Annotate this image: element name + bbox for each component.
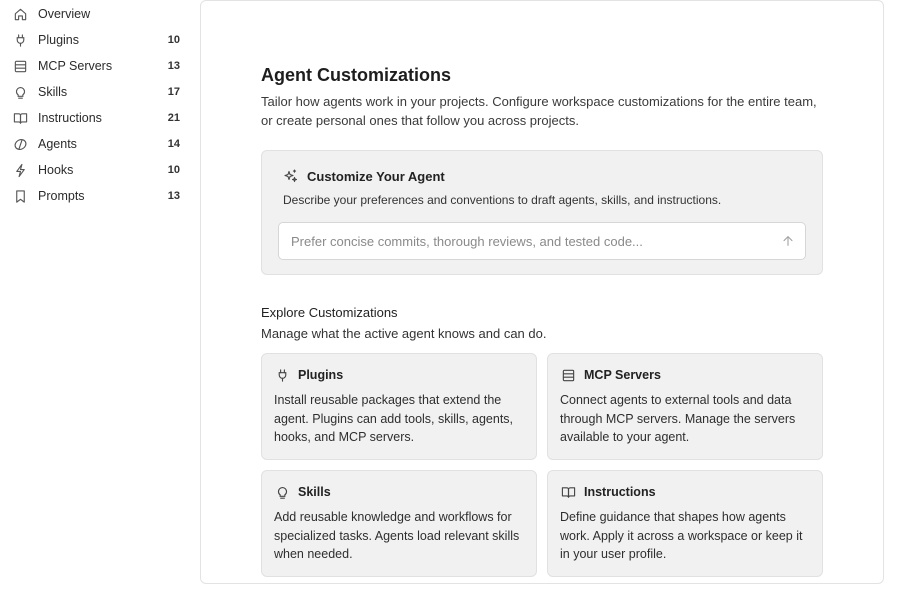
plug-icon (12, 32, 28, 48)
sidebar-item-label: Prompts (38, 189, 85, 203)
agent-icon (12, 136, 28, 152)
customize-agent-title: Customize Your Agent (307, 168, 445, 184)
sidebar-item-label: Hooks (38, 163, 74, 177)
sidebar-item-hooks[interactable] (0, 157, 192, 183)
card-description: Define guidance that shapes how agents work. Apply it across a workspace or keep it in your user profile. (560, 510, 803, 561)
sidebar-item-count: 17 (167, 86, 180, 98)
explore-title: Explore Customizations (261, 305, 398, 320)
card-description: Add reusable knowledge and workflows for specialized tasks. Agents load relevant skills when needed. (274, 510, 520, 561)
sidebar-item-label: Skills (38, 85, 68, 99)
sidebar-item-label: Overview (38, 7, 91, 21)
sidebar-item-agents[interactable] (0, 131, 192, 157)
sidebar-item-label: Agents (38, 137, 77, 151)
sidebar-item-count: 21 (167, 112, 180, 124)
bookmark-icon (12, 188, 28, 204)
prompt-box (278, 222, 806, 260)
plug-icon (274, 367, 290, 383)
arrow-up-icon (781, 234, 795, 248)
lightbulb-icon (12, 84, 28, 100)
sidebar-item-skills[interactable] (0, 79, 192, 105)
sidebar-item-label: MCP Servers (38, 59, 113, 73)
card-header (274, 484, 524, 500)
card-mcp-servers[interactable] (547, 353, 823, 460)
main-panel (200, 0, 884, 584)
customize-agent-card (261, 150, 823, 275)
card-instructions[interactable] (547, 470, 823, 577)
card-title: MCP Servers (584, 368, 661, 382)
sparkle-icon (283, 168, 299, 184)
sidebar-item-overview[interactable] (0, 1, 192, 27)
card-description: Connect agents to external tools and data through MCP servers. Manage the servers available to your agent. (560, 393, 796, 444)
card-description: Install reusable packages that extend the agent. Plugins can add tools, skills, agents, hooks, and MCP servers. (274, 393, 514, 444)
card-title: Plugins (298, 368, 344, 382)
main-content (261, 64, 823, 577)
send-button[interactable] (779, 232, 797, 250)
page-description: Tailor how agents work in your projects. Configure workspace customizations for the entire team, or create personal ones that follow you across projects. (261, 94, 817, 128)
sidebar-item-prompts[interactable] (0, 183, 192, 209)
customize-agent-description: Describe your preferences and conventions to draft agents, skills, and instructions. (283, 193, 722, 207)
server-icon (12, 58, 28, 74)
book-icon (560, 484, 576, 500)
sidebar-item-count: 14 (167, 138, 180, 150)
sidebar (0, 0, 192, 600)
server-icon (560, 367, 576, 383)
book-icon (12, 110, 28, 126)
card-header (274, 367, 524, 383)
sidebar-item-label: Instructions (38, 111, 102, 125)
lightning-icon (12, 162, 28, 178)
customize-prompt-input[interactable] (279, 223, 769, 259)
home-icon (12, 6, 28, 22)
card-header (560, 367, 810, 383)
sidebar-item-count: 10 (167, 164, 180, 176)
customization-cards (261, 353, 823, 577)
card-plugins[interactable] (261, 353, 537, 460)
sidebar-item-mcp-servers[interactable] (0, 53, 192, 79)
explore-description: Manage what the active agent knows and can do. (261, 326, 547, 341)
sidebar-item-label: Plugins (38, 33, 79, 47)
sidebar-item-count: 13 (167, 190, 180, 202)
customize-agent-header (283, 168, 445, 184)
card-header (560, 484, 810, 500)
lightbulb-icon (274, 484, 290, 500)
sidebar-item-count: 10 (167, 34, 180, 46)
sidebar-item-instructions[interactable] (0, 105, 192, 131)
card-title: Instructions (584, 485, 656, 499)
sidebar-item-count: 13 (167, 60, 180, 72)
card-skills[interactable] (261, 470, 537, 577)
card-title: Skills (298, 485, 331, 499)
sidebar-item-plugins[interactable] (0, 27, 192, 53)
page-title: Agent Customizations (261, 65, 452, 85)
